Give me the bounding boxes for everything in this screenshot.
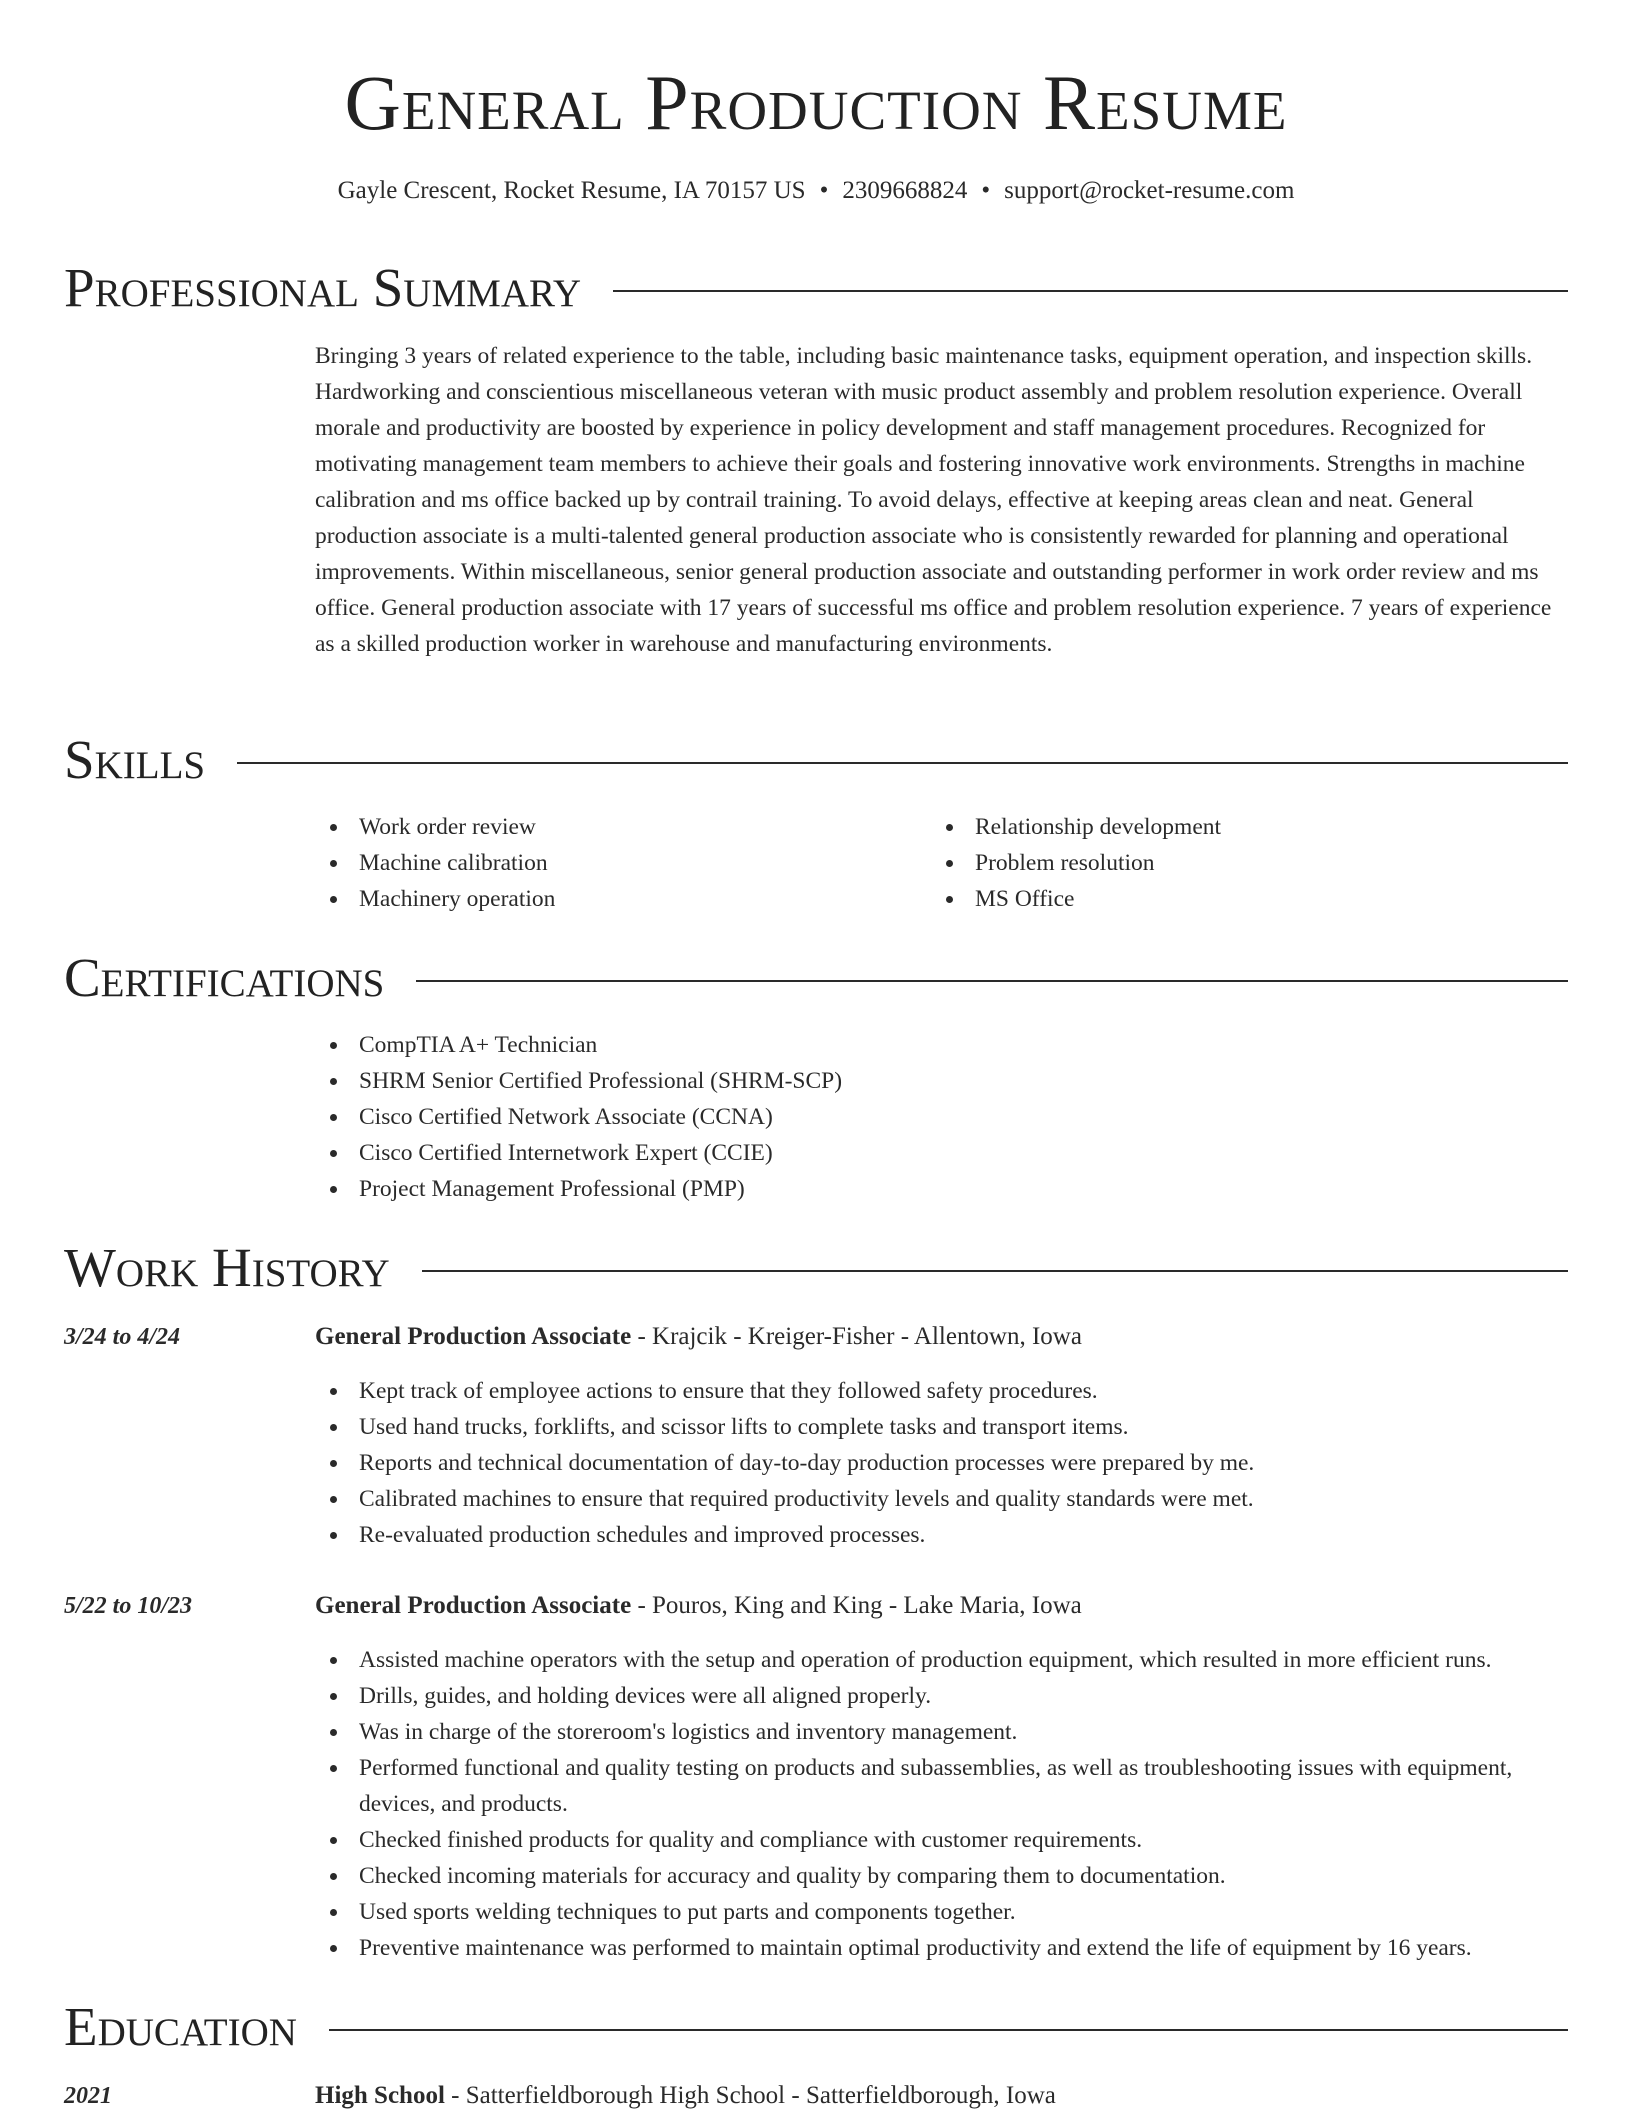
skills-list-left [315, 809, 915, 917]
job-bullet: Checked incoming materials for accuracy and quality by comparing them to documentation. [315, 1858, 1575, 1894]
job-bullet: Was in charge of the storeroom's logistics and inventory management. [315, 1714, 1575, 1750]
education-degree: High School [315, 2082, 445, 2109]
summary-heading: Professional Summary [64, 257, 582, 318]
skills-heading: Skills [64, 729, 206, 790]
certification-item: Project Management Professional (PMP) [315, 1171, 1555, 1207]
skill-item: Work order review [315, 809, 915, 845]
education-line [315, 2078, 1056, 2114]
job-employer: - Pouros, King and King - Lake Maria, Iowa [631, 1592, 1082, 1619]
certification-item: CompTIA A+ Technician [315, 1027, 1555, 1063]
job-bullets [315, 1642, 1575, 1966]
job-dates: 3/24 to 4/24 [64, 1324, 181, 1350]
work-history-heading: Work History [64, 1237, 390, 1298]
job-bullet: Preventive maintenance was performed to maintain optimal productivity and extend the life of equipment by 16 years. [315, 1930, 1575, 1966]
job-title-line [315, 1588, 1082, 1624]
education-school: - Satterfieldborough High School - Satterfieldborough, Iowa [444, 2082, 1056, 2109]
summary-section-heading [64, 256, 1568, 320]
work-history-section-heading [64, 1236, 1568, 1300]
section-divider [329, 2029, 1568, 2031]
certification-item: Cisco Certified Internetwork Expert (CCIE) [315, 1135, 1555, 1171]
contact-address: Gayle Crescent, Rocket Resume, IA 70157 US [337, 177, 806, 204]
resume-title: General Production Resume [344, 59, 1288, 146]
job-bullet: Checked finished products for quality and compliance with customer requirements. [315, 1822, 1575, 1858]
job-title-line [315, 1319, 1082, 1355]
job-employer: - Krajcik - Kreiger-Fisher - Allentown, Iowa [631, 1323, 1082, 1350]
certification-item: Cisco Certified Network Associate (CCNA) [315, 1099, 1555, 1135]
job-bullet: Drills, guides, and holding devices were all aligned properly. [315, 1678, 1575, 1714]
certifications-heading: Certifications [64, 947, 385, 1008]
skill-item: Machine calibration [315, 845, 915, 881]
skill-item: Relationship development [931, 809, 1551, 845]
contact-separator: • [981, 177, 991, 204]
section-divider [416, 980, 1568, 982]
certifications-list [315, 1027, 1555, 1207]
job-bullet: Performed functional and quality testing on products and subassemblies, as well as troubleshooting issues with equipment, devices, and products. [315, 1750, 1575, 1822]
contact-line [0, 174, 1632, 208]
skill-item: Machinery operation [315, 881, 915, 917]
contact-phone: 2309668824 [842, 177, 968, 204]
job-bullet: Used sports welding techniques to put parts and components together. [315, 1894, 1575, 1930]
education-heading: Education [64, 1996, 297, 2057]
skill-item: Problem resolution [931, 845, 1551, 881]
job-title: General Production Associate [315, 1323, 632, 1350]
job-bullet: Used hand trucks, forklifts, and scissor lifts to complete tasks and transport items. [315, 1409, 1575, 1445]
skill-item: MS Office [931, 881, 1551, 917]
section-divider [613, 290, 1568, 292]
job-bullet: Re-evaluated production schedules and improved processes. [315, 1517, 1575, 1553]
section-divider [422, 1270, 1568, 1272]
certifications-section-heading [64, 946, 1568, 1010]
job-bullets [315, 1373, 1575, 1553]
job-bullet: Kept track of employee actions to ensure that they followed safety procedures. [315, 1373, 1575, 1409]
job-dates: 5/22 to 10/23 [64, 1593, 193, 1619]
skills-section-heading [64, 728, 1568, 792]
job-bullet: Reports and technical documentation of day-to-day production processes were prepared by me. [315, 1445, 1575, 1481]
job-title: General Production Associate [315, 1592, 632, 1619]
education-year: 2021 [64, 2083, 112, 2109]
section-divider [237, 762, 1568, 764]
summary-text: Bringing 3 years of related experience to the table, including basic maintenance tasks, equipment operation, and inspection skills. Hardworking and conscientious miscellaneous veteran with music product assembly and problem resolution experience. Overall morale and productivity are boosted by experience in policy development and staff management procedures. Recognized for motivating management team members to achieve their goals and fostering innovative work environments. Strengths in machine calibration and ms office backed up by contrail training. To avoid delays, effective at keeping areas clean and neat. General production associate is a multi-talented general production associate who is consistently rewarded for planning and operational improvements. Within miscellaneous, senior general production associate and outstanding performer in work order review and ms office. General production associate with 17 years of successful ms office and problem resolution experience. 7 years of experience as a skilled production worker in warehouse and manufacturing environments. [315, 343, 1552, 657]
job-bullet: Calibrated machines to ensure that required productivity levels and quality standards were met. [315, 1481, 1575, 1517]
contact-email: support@rocket-resume.com [1004, 177, 1295, 204]
education-section-heading [64, 1995, 1568, 2059]
certification-item: SHRM Senior Certified Professional (SHRM-SCP) [315, 1063, 1555, 1099]
contact-separator: • [819, 177, 829, 204]
job-bullet: Assisted machine operators with the setup and operation of production equipment, which resulted in more efficient runs. [315, 1642, 1575, 1678]
skills-list-right [931, 809, 1551, 917]
